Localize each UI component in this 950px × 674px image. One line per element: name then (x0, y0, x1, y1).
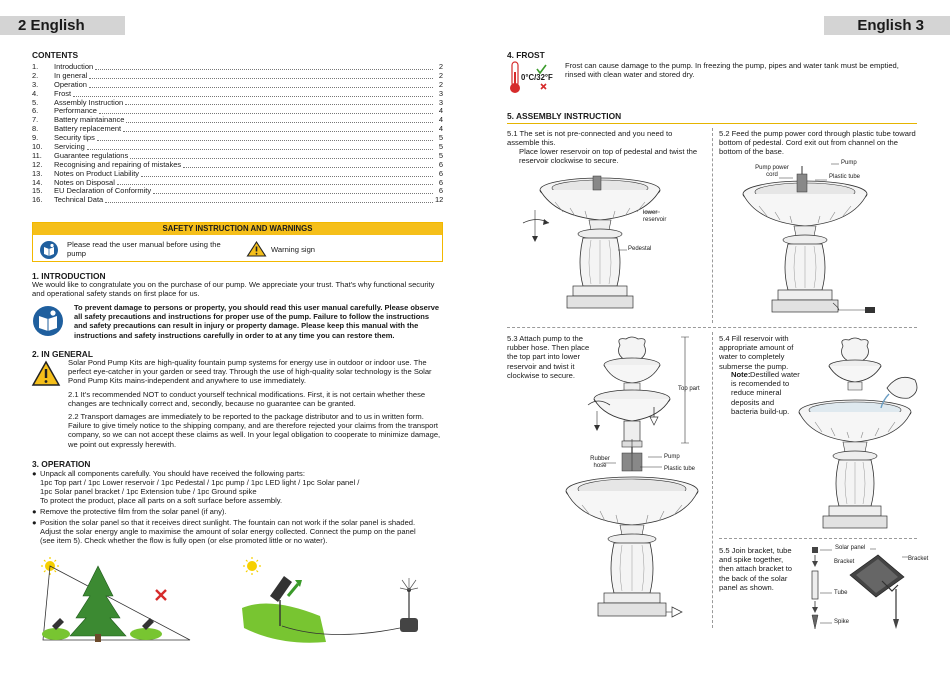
toc-item-title: Security tips (54, 133, 95, 143)
label-lower-reservoir: lower reservoir (643, 210, 667, 223)
toc-item-page: 4 (438, 115, 443, 125)
label-tube: Tube (834, 590, 848, 596)
label-spike: Spike (834, 619, 850, 625)
toc-item-page: 5 (438, 142, 443, 152)
manual-icon (40, 241, 58, 259)
label-pump-5-3: Pump (664, 454, 680, 460)
assembly-step-5-1-detail: Place lower reservoir on top of pedestal and twist the reservoir clockwise to secure. (519, 147, 698, 166)
toc-item-number: 4. (32, 88, 39, 98)
toc-item-title: Notes on Disposal (54, 177, 115, 187)
operation-bullet-3-line-2: Adjust the solar energy angle to maximise the amount of solar energy collected. Connect the pump on the panel (40, 527, 416, 536)
shade-illustration (38, 556, 198, 646)
toc-item (32, 134, 443, 143)
label-solar-panel: Solar panel (835, 545, 866, 551)
toc-item-title: Battery maintainance (54, 115, 125, 125)
toc-item-title: Assembly Instruction (54, 97, 124, 107)
toc-item-page: 5 (438, 150, 443, 160)
toc-dot-leader (126, 116, 433, 123)
intro-bold-text: To prevent damage to persons or property, you should read this user manual carefully. Please observe all safety precautions and instructions for proper use of the pump. Failure to follow the instructions and safety precautions can result in injury or property damage. Please keep this manual with the instructions and safety instructions carefully in order to at any time you can restore them. (74, 303, 440, 340)
toc-item-title: Frost (54, 88, 72, 98)
label-plastic-tube-5-3: Plastic tube (664, 466, 696, 472)
toc-item-page: 2 (438, 70, 443, 80)
toc-item-title: Notes on Product Liability (54, 168, 140, 178)
toc-item-number: 11. (32, 150, 42, 160)
toc-item-page: 4 (438, 124, 443, 134)
toc-item-page: 3 (438, 88, 443, 98)
operation-bullet-2: Remove the protective film from the solar panel (if any). (40, 507, 227, 516)
warning-icon (32, 361, 60, 386)
label-top-part: Top part (678, 386, 700, 392)
toc-item-number: 6. (32, 106, 39, 116)
toc-item-title: EU Declaration of Conformity (54, 186, 152, 196)
operation-bullet-3-line-3: (see item 5). Check whether the flow is fully open (or else promoted little or no water). (40, 536, 328, 545)
label-plastic-tube: Plastic tube (829, 174, 861, 180)
toc-item-title: Performance (54, 106, 97, 116)
toc-item-title: Introduction (54, 62, 94, 71)
toc-dot-leader (95, 63, 433, 70)
operation-parts-line-2: 1pc Top part / 1pc Lower reservoir / 1pc Pedestal / 1pc pump / 1pc LED light / 1pc Solar panel / (40, 478, 360, 487)
toc-item-title: Operation (54, 79, 87, 89)
operation-parts-line-3: 1pc Solar panel bracket / 1pc Extension tube / 1pc Ground spike (40, 487, 257, 496)
toc-item-page: 6 (438, 177, 443, 187)
manual-instruction-text: Please read the user manual before using the pump (67, 240, 221, 258)
toc-item (32, 63, 443, 72)
solar-panel-sun-illustration (240, 556, 440, 646)
assembly-step-5-4: 5.4 Fill reservoir with appropriate amount of water to completely submerse the pump. (719, 334, 794, 371)
toc-dot-leader (123, 125, 433, 132)
page-header-left: 2 English (0, 16, 125, 35)
toc-item-page: 2 (438, 79, 443, 89)
general-paragraph-3: 2.2 Transport damages are immediately to be reported to the package distributor and to us in written form. Failure to give timely notice to the shipping company, and are therefore rejected your claims from the transport company, so we can not accept these claims as well. In your legal obligation to cooperate to minimize damage, we point out expressly herewith. (68, 412, 441, 449)
toc-item-number: 14. (32, 177, 43, 187)
toc-dot-leader (153, 187, 433, 194)
assembly-step-5-4-note-label: Note: (731, 370, 751, 379)
toc-item-number: 13. (32, 168, 43, 178)
toc-item-page: 5 (438, 133, 443, 143)
toc-item-page: 12 (435, 195, 444, 205)
toc-item (32, 196, 443, 205)
toc-item-number: 10. (32, 142, 43, 152)
cross-icon (156, 590, 166, 600)
toc-item-number: 1. (32, 62, 39, 71)
toc-item-number: 7. (32, 115, 39, 125)
toc-item-number: 9. (32, 133, 39, 143)
manual-icon (33, 306, 63, 336)
frost-text: Frost can cause damage to the pump. In freezing the pump, pipes and water tank must be emptied, rinsed with clean water and stored dry. (565, 61, 899, 80)
step-5-2-illustration (735, 160, 915, 320)
toc-item-number: 2. (32, 70, 39, 80)
general-paragraph-2: 2.1 It's recommended NOT to conduct yourself technical modifications. First, it is not certain whether these changes are technically correct and, secondly, because no guarantee can be granted. (68, 390, 426, 409)
toc-item-page: 6 (438, 159, 443, 169)
assembly-step-5-3: 5.3 Attach pump to the rubber hose. Then place the top part into lower reservoir and twist it clockwise to secure. (507, 334, 590, 380)
toc-dot-leader (130, 152, 433, 159)
safety-title: SAFETY INSTRUCTION AND WARNINGS (33, 223, 442, 235)
label-pump-power-cord: Pump power cord (755, 165, 789, 178)
toc-item-number: 3. (32, 79, 39, 89)
operation-bullet-1: Unpack all components carefully. You should have received the following parts: (40, 469, 305, 478)
toc-item-page: 3 (438, 97, 443, 107)
toc-dot-leader (117, 179, 433, 186)
toc-dot-leader (97, 134, 433, 141)
label-pump: Pump (841, 160, 857, 166)
general-paragraph-1: Solar Pond Pump Kits are high-quality fountain pump systems for energy use in outdoor or indoor use. The perfect eye-catcher in your garden or seed tray. Through the use of high-quality solar technology is the Solar Pond Pump Kits mains-independent and anywhere to use immediately. (68, 358, 432, 386)
step-5-5-illustration (800, 545, 925, 635)
toc-item-page: 4 (438, 106, 443, 116)
assembly-step-5-5: 5.5 Join bracket, tube and spike together, then attach bracket to the back of the solar panel as shown. (719, 546, 793, 592)
toc-dot-leader (105, 196, 433, 203)
table-of-contents (32, 63, 443, 205)
label-rubber-hose: Rubber hose (590, 456, 610, 469)
contents-title: CONTENTS (32, 50, 79, 60)
intro-text: We would like to congratulate you on the purchase of our pump. We appreciate your trust. That's why functional security and operational safety stands on first place for us. (32, 280, 435, 299)
assembly-step-5-4-note: Destilled water is recomended to reduce mineral deposits and bacteria build-up. (731, 370, 800, 416)
toc-dot-leader (73, 90, 433, 97)
assembly-step-5-1: 5.1 The set is not pre-connected and you need to assemble this. (507, 129, 673, 148)
toc-dot-leader (89, 81, 433, 88)
toc-dot-leader (125, 99, 433, 106)
toc-item-page: 6 (438, 186, 443, 196)
safety-box (32, 222, 443, 262)
assembly-title: 5. ASSEMBLY INSTRUCTION (507, 111, 622, 121)
toc-item-number: 16. (32, 195, 43, 205)
toc-item (32, 72, 443, 81)
toc-item-number: 15. (32, 186, 43, 196)
step-5-1-illustration (515, 168, 705, 323)
page-header-right: English 3 (824, 16, 950, 35)
frost-temperature: 0°C/32°F (521, 73, 553, 82)
toc-item-title: Technical Data (54, 195, 104, 205)
sun-icon (243, 557, 261, 575)
toc-item-number: 12. (32, 159, 43, 169)
operation-bullet-3: Position the solar panel so that it receives direct sunlight. The fountain can not work if the solar panel is shaded. (40, 518, 416, 527)
toc-item-title: Servicing (54, 142, 85, 152)
toc-item-page: 2 (438, 62, 443, 71)
toc-dot-leader (87, 143, 433, 150)
label-bracket: Bracket (908, 556, 929, 562)
warning-icon (247, 241, 266, 257)
frost-title: 4. FROST (507, 50, 545, 60)
toc-item-title: In general (54, 70, 88, 80)
toc-item-title: Recognising and repairing of mistakes (54, 159, 182, 169)
toc-dot-leader (99, 107, 433, 114)
toc-item-number: 5. (32, 97, 39, 107)
label-bracket-small: Bracket (834, 559, 855, 565)
operation-title: 3. OPERATION (32, 459, 91, 469)
step-5-4-illustration (795, 336, 920, 536)
label-pedestal: Pedestal (628, 246, 652, 252)
toc-item (32, 81, 443, 90)
assembly-step-5-2: 5.2 Feed the pump power cord through plastic tube toward bottom of pedestal. Cord exit out from channel on the bottom of the base. (719, 129, 916, 157)
toc-item-page: 6 (438, 168, 443, 178)
intro-title: 1. INTRODUCTION (32, 271, 106, 281)
warning-sign-text: Warning sign (271, 245, 316, 254)
toc-dot-leader (183, 161, 433, 168)
toc-item-number: 8. (32, 124, 39, 134)
toc-dot-leader (89, 72, 433, 79)
toc-item-title: Guarantee regulations (54, 150, 129, 160)
toc-item-title: Battery replacement (54, 124, 122, 134)
general-title: 2. IN GENERAL (32, 349, 93, 359)
toc-dot-leader (141, 170, 433, 177)
operation-parts-line-4: To protect the product, place all parts on a soft surface before assembly. (40, 496, 283, 505)
